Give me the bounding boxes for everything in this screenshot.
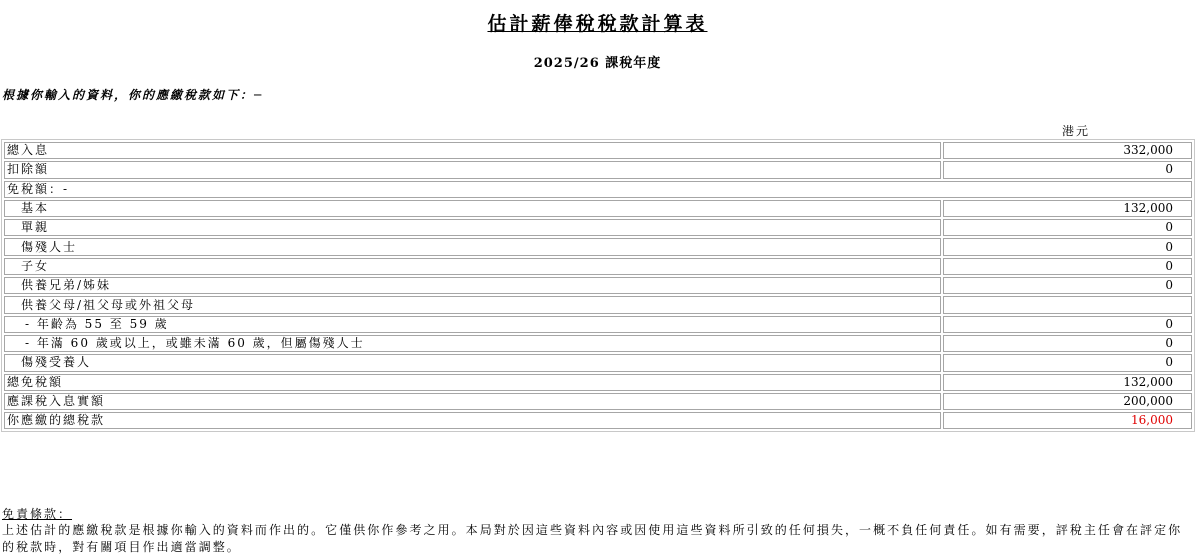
currency-label: 港元 — [1062, 124, 1091, 138]
table-row — [4, 316, 1192, 333]
table-row — [4, 161, 1192, 178]
row-value-total-allowances: 132,000 — [943, 374, 1193, 391]
row-label-net-chargeable-income: 應課稅入息實額 — [4, 393, 941, 410]
row-label-siblings-text: 供養兄弟/姊妹 — [21, 278, 112, 293]
row-value-disabled-dependant: 0 — [943, 354, 1193, 371]
disclaimer-title: 免責條款： — [2, 507, 73, 521]
row-value-parents-55-59: 0 — [943, 316, 1193, 333]
row-label-siblings — [4, 277, 941, 294]
row-label-basic — [4, 200, 941, 217]
table-row — [4, 238, 1192, 255]
disclaimer-text: 上述估計的應繳稅款是根據你輸入的資料而作出的。它僅供你作參考之用。本局對於因這些資料內容或因使用這些資料所引致的任何損失，一概不負任何責任。如有需要，評稅主任會在評定你的稅款時，對有關項目作出適當調整。 — [2, 523, 1183, 554]
row-value-parents-60-plus: 0 — [943, 335, 1193, 352]
row-label-parents-55-59 — [4, 316, 941, 333]
row-label-total-income: 總入息 — [4, 142, 941, 159]
table-row — [4, 181, 1192, 198]
tax-year-subtitle: 2025/26 課稅年度 — [533, 56, 662, 71]
row-label-parents-60-plus — [4, 335, 941, 352]
row-label-allowances-header: 免稅額：- — [4, 181, 1192, 198]
row-label-disabled-dependant-text: 傷殘受養人 — [21, 355, 92, 370]
page-title: 估計薪俸稅稅款計算表 — [487, 13, 708, 35]
table-row — [4, 219, 1192, 236]
row-value-total-tax-payable: 16,000 — [943, 412, 1193, 429]
row-label-children — [4, 258, 941, 275]
row-label-single-parent — [4, 219, 941, 236]
table-row — [4, 412, 1192, 429]
table-row — [4, 393, 1192, 410]
row-value-deductions: 0 — [943, 161, 1193, 178]
table-row — [4, 296, 1192, 313]
tax-computation-table — [1, 139, 1195, 432]
row-value-disabled-person: 0 — [943, 238, 1193, 255]
row-value-basic: 132,000 — [943, 200, 1193, 217]
row-value-net-chargeable-income: 200,000 — [943, 393, 1193, 410]
row-label-parents-60-plus-text: - 年滿 60 歲或以上，或雖未滿 60 歲，但屬傷殘人士 — [25, 336, 365, 351]
row-label-single-parent-text: 單親 — [21, 220, 50, 235]
row-value-children: 0 — [943, 258, 1193, 275]
row-value-parents — [943, 296, 1193, 313]
row-label-total-allowances: 總免稅額 — [4, 374, 941, 391]
table-row — [4, 277, 1192, 294]
row-value-single-parent: 0 — [943, 219, 1193, 236]
table-row — [4, 374, 1192, 391]
row-value-total-income: 332,000 — [943, 142, 1193, 159]
table-row — [4, 335, 1192, 352]
row-label-deductions: 扣除額 — [4, 161, 941, 178]
row-label-total-tax-payable: 你應繳的總稅款 — [4, 412, 941, 429]
table-row — [4, 354, 1192, 371]
row-label-basic-text: 基本 — [21, 201, 50, 216]
row-label-parents — [4, 296, 941, 313]
intro-text: 根據你輸入的資料，你的應繳稅款如下：─ — [2, 88, 264, 102]
row-label-disabled-dependant — [4, 354, 941, 371]
table-row — [4, 258, 1192, 275]
row-label-disabled-person-text: 傷殘人士 — [21, 239, 78, 254]
row-label-parents-text: 供養父母/祖父母或外祖父母 — [21, 297, 196, 312]
table-row — [4, 142, 1192, 159]
row-value-siblings: 0 — [943, 277, 1193, 294]
table-row — [4, 200, 1192, 217]
row-label-disabled-person — [4, 238, 941, 255]
row-label-children-text: 子女 — [21, 258, 50, 273]
row-label-parents-55-59-text: - 年齡為 55 至 59 歲 — [25, 316, 169, 331]
